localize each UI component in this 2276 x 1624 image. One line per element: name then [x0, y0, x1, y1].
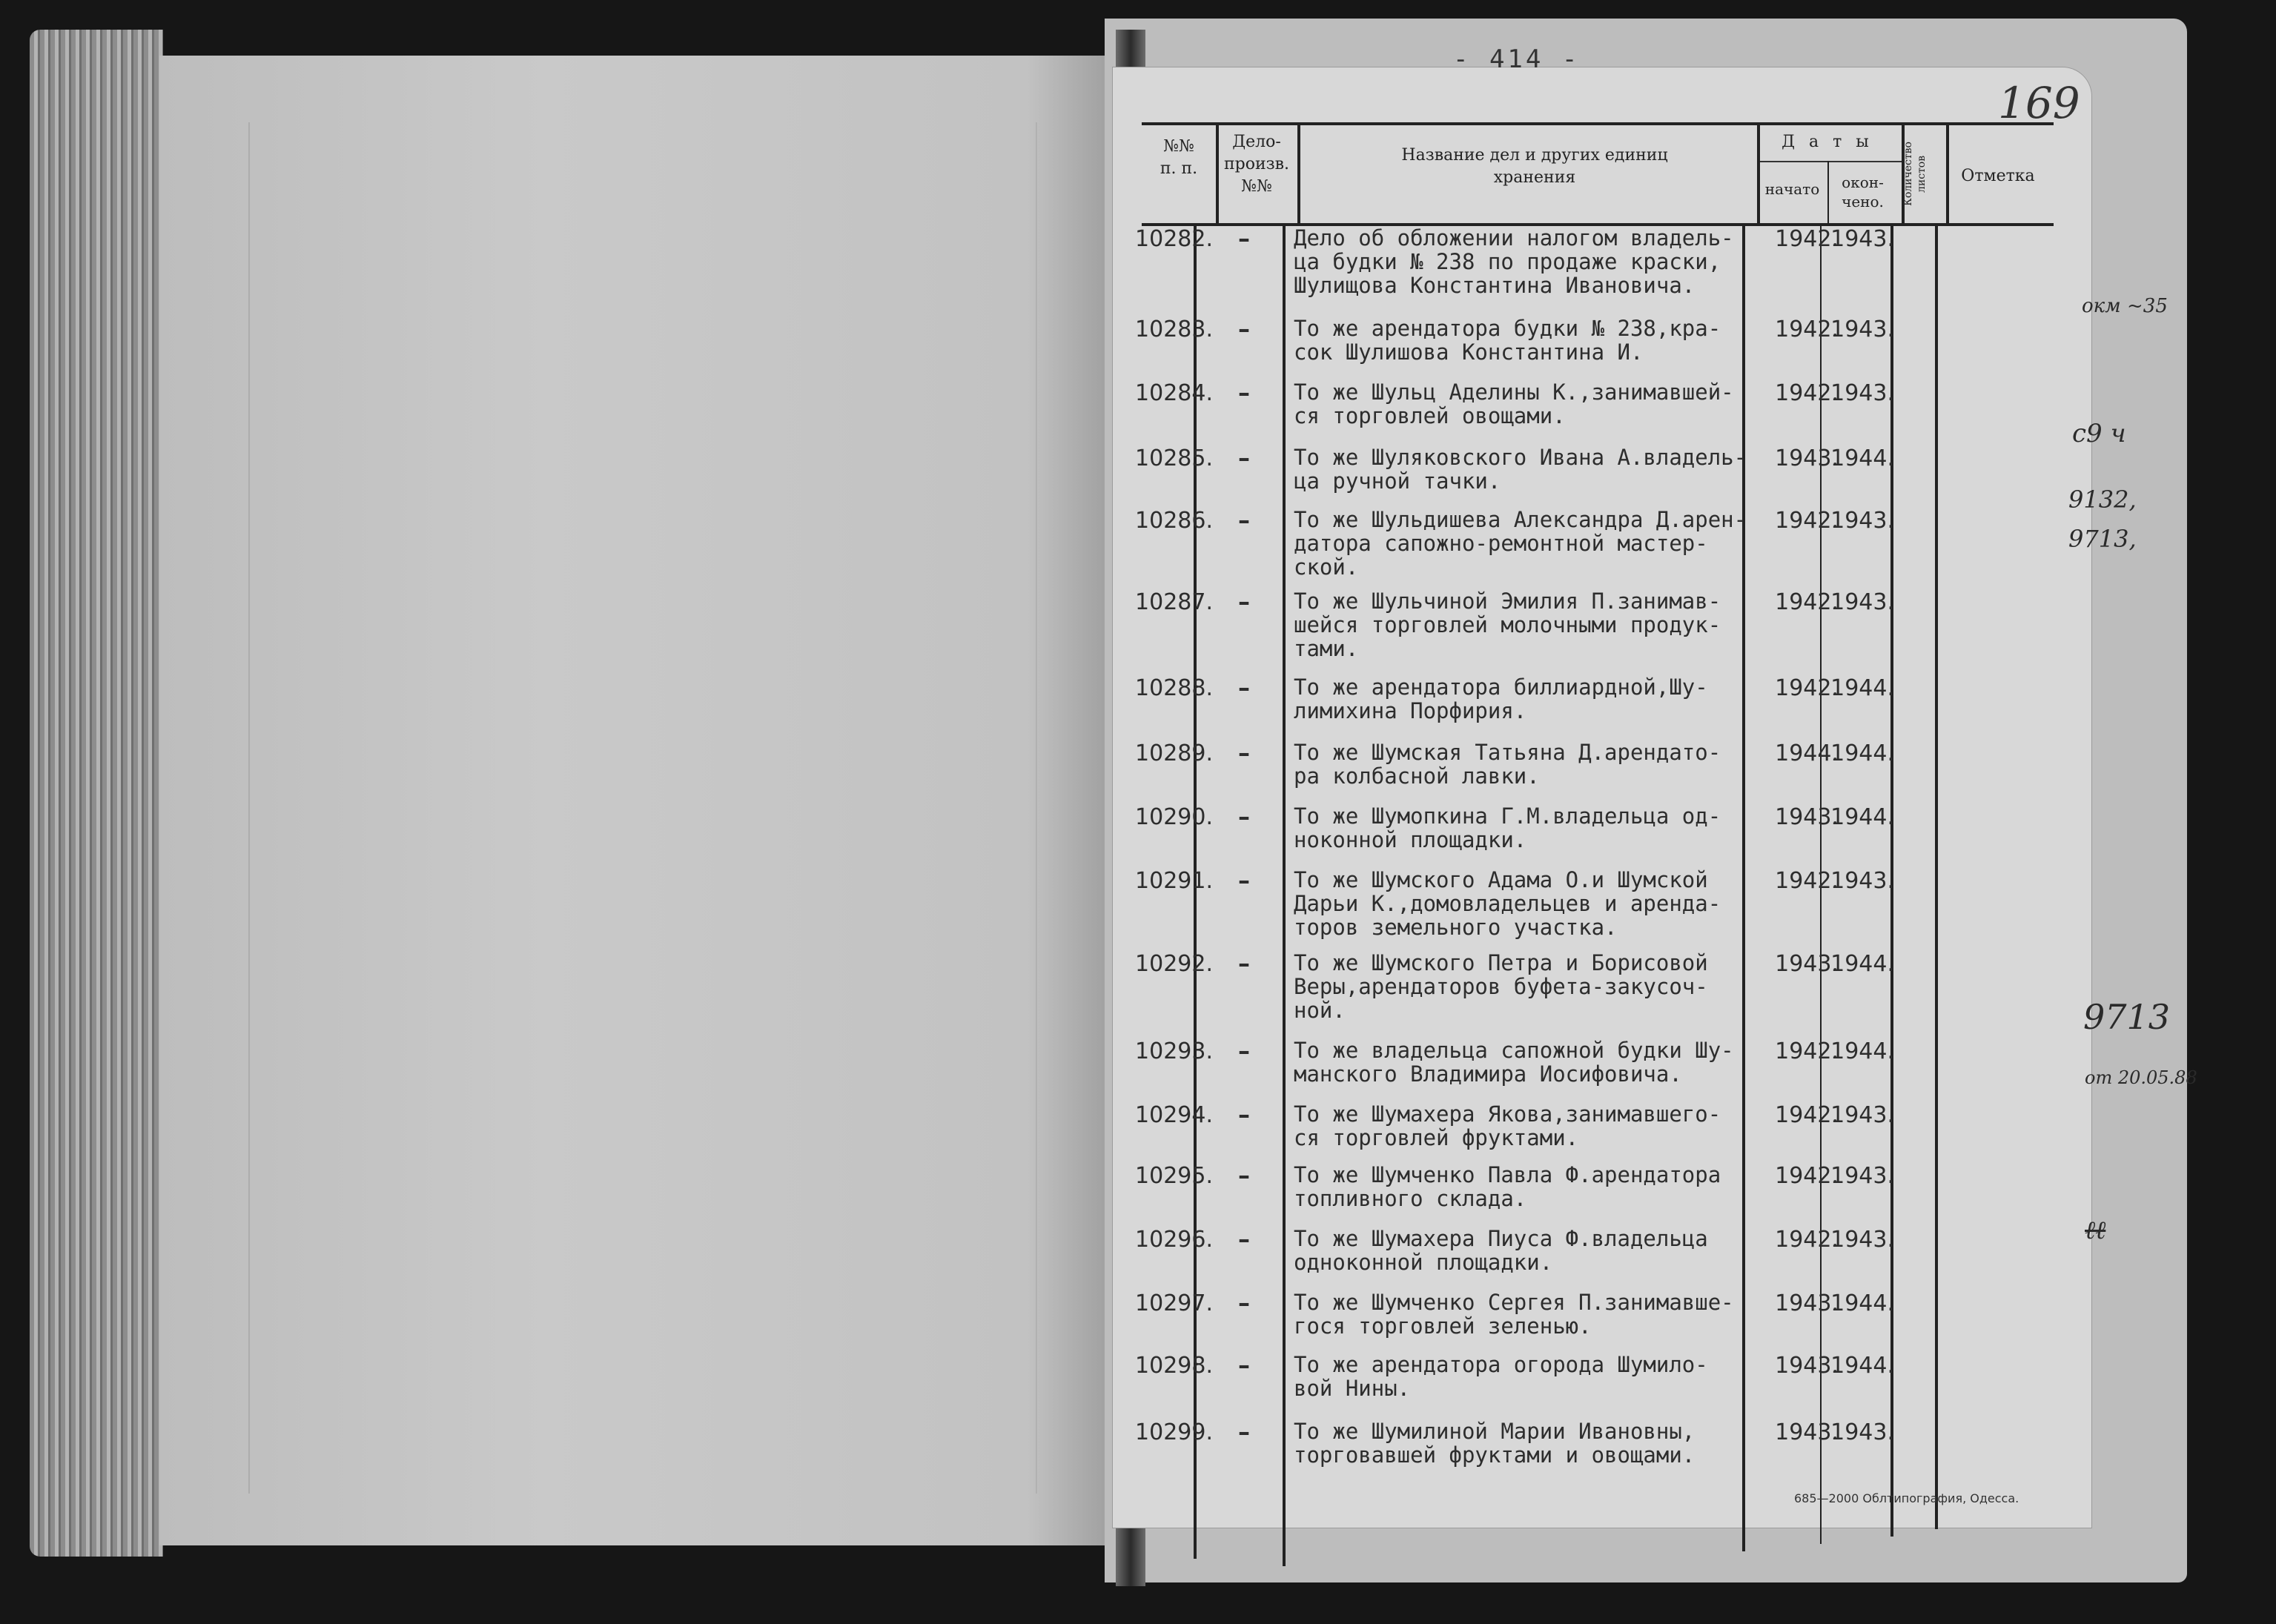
row-number: 10285. — [1135, 445, 1213, 471]
case-number-dash: – — [1238, 379, 1250, 407]
row-end-date: 1943. — [1830, 1102, 1894, 1128]
row-number: 10284. — [1135, 380, 1213, 406]
row-title: То же Шумченко Сергея П.занимавше- гося торговлей зеленью. — [1294, 1290, 1734, 1339]
row-number: 10292. — [1135, 951, 1213, 977]
col-rule-6-body — [1935, 225, 1938, 1529]
row-end-date: 1943. — [1830, 1227, 1894, 1253]
row-title: То же Шуляковского Ивана А.владель- ца ручной тачки. — [1294, 445, 1747, 494]
row-end-date: 1944. — [1830, 675, 1894, 701]
bleed-through-ruling — [248, 122, 1037, 1494]
row-end-date: 1943. — [1830, 508, 1894, 534]
header-num: №№ п. п. — [1159, 137, 1198, 178]
row-end-date: 1944. — [1830, 951, 1894, 977]
case-number-dash: – — [1238, 588, 1250, 616]
row-number: 10299. — [1135, 1419, 1213, 1445]
header-start: начато — [1764, 180, 1820, 198]
row-title: То же Шумченко Павла Ф.арендатора топливного склада. — [1294, 1162, 1721, 1211]
row-title: То же Шумопкина Г.М.владельца од- ноконной площадки. — [1294, 803, 1721, 852]
case-number-dash: – — [1238, 1289, 1250, 1317]
row-start-date: 1943. — [1775, 1290, 1839, 1316]
table-top-rule — [1142, 122, 2054, 125]
case-number-dash: – — [1238, 225, 1250, 253]
row-start-date: 1943. — [1775, 1419, 1839, 1445]
row-end-date: 1943. — [1830, 868, 1894, 894]
margin-note-3: 9132, — [2068, 485, 2137, 514]
row-number: 10296. — [1135, 1227, 1213, 1253]
row-end-date: 1943. — [1830, 380, 1894, 406]
col-rule-3-header — [1757, 125, 1760, 223]
row-title: То же арендатора будки № 238,кра- сок Шулишова Константина И. — [1294, 316, 1721, 365]
row-start-date: 1942. — [1775, 226, 1839, 252]
row-end-date: 1943. — [1830, 1163, 1894, 1189]
col-rule-6-header — [1946, 125, 1949, 223]
case-number-dash: – — [1238, 949, 1250, 978]
row-end-date: 1943. — [1830, 589, 1894, 615]
row-start-date: 1942. — [1775, 675, 1839, 701]
row-end-date: 1944. — [1830, 804, 1894, 830]
row-start-date: 1944. — [1775, 740, 1839, 766]
header-case-num: Дело- произв. №№ — [1223, 133, 1290, 196]
row-title: То же владельца сапожной будки Шу- манского Владимира Иосифовича. — [1294, 1038, 1734, 1087]
row-end-date: 1943. — [1830, 316, 1894, 342]
row-title: То же Шумского Адама О.и Шумской Дарьи К.,домовладельцев и аренда- торов земельного участка. — [1294, 867, 1721, 940]
row-end-date: 1944. — [1830, 1290, 1894, 1316]
header-note: Отметка — [1961, 167, 2035, 185]
case-number-dash: – — [1238, 674, 1250, 702]
row-number: 10283. — [1135, 316, 1213, 342]
row-start-date: 1943. — [1775, 445, 1839, 471]
left-page — [159, 56, 1123, 1545]
col-rule-2-header — [1297, 125, 1300, 223]
row-title: Дело об обложении налогом владель- ца будки № 238 по продаже краски, Шулищова Константина Ивановича. — [1294, 225, 1734, 298]
row-start-date: 1943. — [1775, 804, 1839, 830]
row-number: 10282. — [1135, 226, 1213, 252]
row-number: 10286. — [1135, 508, 1213, 534]
case-number-dash: – — [1238, 315, 1250, 343]
margin-note-5: 9713 — [2083, 997, 2171, 1037]
header-end: окон- чено. — [1842, 173, 1884, 211]
case-number-dash: – — [1238, 739, 1250, 767]
book-page-edges — [30, 30, 163, 1557]
case-number-dash: – — [1238, 1161, 1250, 1190]
margin-note-7: ℓℓ — [2085, 1216, 2106, 1245]
row-title: То же Шумская Татьяна Д.арендато- ра колбасной лавки. — [1294, 740, 1721, 789]
row-end-date: 1944. — [1830, 1038, 1894, 1064]
case-number-dash: – — [1238, 1225, 1250, 1253]
row-title: То же Шумахера Якова,занимавшего- ся торговлей фруктами. — [1294, 1101, 1721, 1150]
row-number: 10295. — [1135, 1163, 1213, 1189]
row-start-date: 1942. — [1775, 1102, 1839, 1128]
row-end-date: 1944. — [1830, 740, 1894, 766]
dates-subrule — [1757, 161, 1902, 162]
row-title: То же Шульчиной Эмилия П.занимав- шейся торговлей молочными продук- тами. — [1294, 589, 1721, 661]
row-title: То же Шульдишева Александра Д.арен- датора сапожно-ремонтной мастер- ской. — [1294, 507, 1747, 580]
row-number: 10287. — [1135, 589, 1213, 615]
header-sheets: Количество листов — [1902, 142, 1928, 207]
case-number-dash: – — [1238, 1101, 1250, 1129]
case-number-dash: – — [1238, 444, 1250, 472]
row-end-date: 1944. — [1830, 1353, 1894, 1379]
row-title: То же арендатора огорода Шумило- вой Нины. — [1294, 1352, 1708, 1401]
row-start-date: 1943. — [1775, 951, 1839, 977]
row-number: 10290. — [1135, 804, 1213, 830]
row-start-date: 1942. — [1775, 1163, 1839, 1189]
case-number-dash: – — [1238, 1418, 1250, 1446]
row-number: 10297. — [1135, 1290, 1213, 1316]
sheet-number: 169 — [1998, 78, 2080, 128]
row-start-date: 1943. — [1775, 1353, 1839, 1379]
row-title: То же Шумилиной Марии Ивановны, торговавшей фруктами и овощами. — [1294, 1419, 1696, 1468]
row-start-date: 1942. — [1775, 508, 1839, 534]
row-number: 10294. — [1135, 1102, 1213, 1128]
margin-note-1: окм ~35 — [2082, 295, 2168, 317]
case-number-dash: – — [1238, 1037, 1250, 1065]
case-number-dash: – — [1238, 803, 1250, 831]
header-title: Название дел и других единиц хранения — [1401, 146, 1668, 187]
row-title: То же Шумского Петра и Борисовой Веры,арендаторов буфета-закусоч- ной. — [1294, 950, 1708, 1023]
row-title: То же Шульц Аделины К.,занимавшей- ся торговлей овощами. — [1294, 380, 1734, 428]
margin-note-2: с9 ч — [2072, 419, 2126, 448]
row-number: 10298. — [1135, 1353, 1213, 1379]
row-title: То же Шумахера Пиуса Ф.владельца одноконной площадки. — [1294, 1226, 1708, 1275]
row-start-date: 1942. — [1775, 589, 1839, 615]
col-rule-2-body — [1283, 225, 1286, 1566]
row-start-date: 1942. — [1775, 316, 1839, 342]
row-number: 10288. — [1135, 675, 1213, 701]
case-number-dash: – — [1238, 866, 1250, 895]
row-number: 10291. — [1135, 868, 1213, 894]
row-title: То же арендатора биллиардной,Шу- лимихина Порфирия. — [1294, 675, 1708, 723]
margin-note-4: 9713, — [2068, 525, 2137, 553]
page-number: - 414 - — [1453, 44, 1581, 74]
case-number-dash: – — [1238, 506, 1250, 534]
row-end-date: 1943. — [1830, 1419, 1894, 1445]
case-number-dash: – — [1238, 1351, 1250, 1379]
margin-note-6: от 20.05.88 — [2085, 1067, 2197, 1088]
row-start-date: 1942. — [1775, 1038, 1839, 1064]
row-number: 10293. — [1135, 1038, 1213, 1064]
header-dates: Д а т ы — [1782, 133, 1873, 151]
row-end-date: 1944. — [1830, 445, 1894, 471]
row-number: 10289. — [1135, 740, 1213, 766]
col-rule-5-header — [1902, 125, 1905, 223]
print-footer: 685—2000 Облтипография, Одесса. — [1794, 1491, 2019, 1505]
row-start-date: 1942. — [1775, 380, 1839, 406]
col-rule-1-header — [1216, 125, 1219, 223]
row-start-date: 1942. — [1775, 868, 1839, 894]
row-end-date: 1943. — [1830, 226, 1894, 252]
col-rule-4-header — [1827, 161, 1829, 223]
row-start-date: 1942. — [1775, 1227, 1839, 1253]
